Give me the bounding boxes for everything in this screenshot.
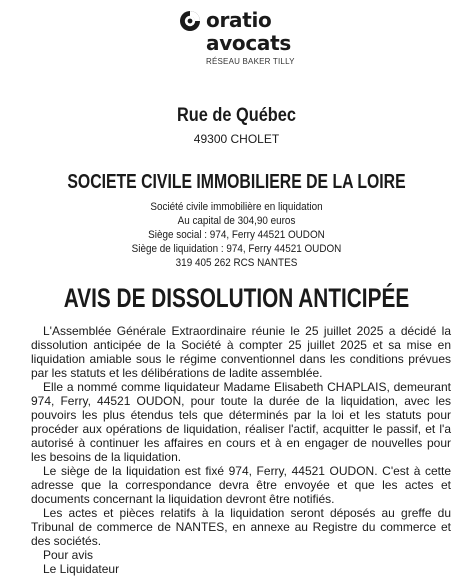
company-info-line: 319 405 262 RCS NANTES <box>175 257 298 269</box>
notice-closing: Pour avis <box>43 548 94 562</box>
company-info-line: Au capital de 304,90 euros <box>177 215 296 227</box>
notice-paragraph: Les actes et pièces relatifs à la liquidation seront déposés au greffe du Tribunal de commerce de NANTES, en annexe au Registre du commerce et des sociétés. <box>31 506 451 548</box>
company-name: SOCIETE CIVILE IMMOBILIERE DE LA LOIRE <box>67 171 406 193</box>
logo-tagline: RÉSEAU BAKER TILLY <box>206 57 295 66</box>
oratio-logo-mark-icon <box>179 10 201 32</box>
notice-title: AVIS DE DISSOLUTION ANTICIPÉE <box>63 283 410 313</box>
address-street: Rue de Québec <box>177 105 296 126</box>
company-info-line: Siège social : 974, Ferry 44521 OUDON <box>148 229 325 241</box>
logo-line-oratio: oratio <box>206 8 272 32</box>
notice-paragraph: Elle a nommé comme liquidateur Madame Elisabeth CHAPLAIS, demeurant 974, Ferry, 44521 OUDON, pour toute la durée de la liquidation, avec les pouvoirs les plus étendus tels que déterminés par la loi et les statuts pour procéder aux opérations de liquidation, réaliser l'actif, acquitter le passif, et l'a autorisé à continuer les affaires en cours et à en engager de nouvelles pour les besoins de la liquidation. <box>31 380 451 464</box>
notice-body <box>31 324 451 576</box>
notice-signature: Le Liquidateur <box>43 562 120 576</box>
company-info-line: Société civile immobilière en liquidation <box>150 201 323 213</box>
company-info-line: Siège de liquidation : 974, Ferry 44521 OUDON <box>131 243 342 255</box>
address-city: 49300 CHOLET <box>193 132 280 146</box>
firm-logo <box>179 6 309 78</box>
notice-paragraph: L'Assemblée Générale Extraordinaire réunie le 25 juillet 2025 a décidé la dissolution anticipée de la Société à compter 25 juillet 2025 et sa mise en liquidation amiable sous le régime conventionnel dans les conditions prévues par les statuts et les délibérations de ladite assemblée. <box>31 324 451 380</box>
logo-line-avocats: avocats <box>206 31 291 55</box>
notice-paragraph: Le siège de la liquidation est fixé 974, Ferry, 44521 OUDON. C'est à cette adresse que la correspondance devra être envoyée et que les actes et documents concernant la liquidation devront être notifiés. <box>31 464 451 506</box>
